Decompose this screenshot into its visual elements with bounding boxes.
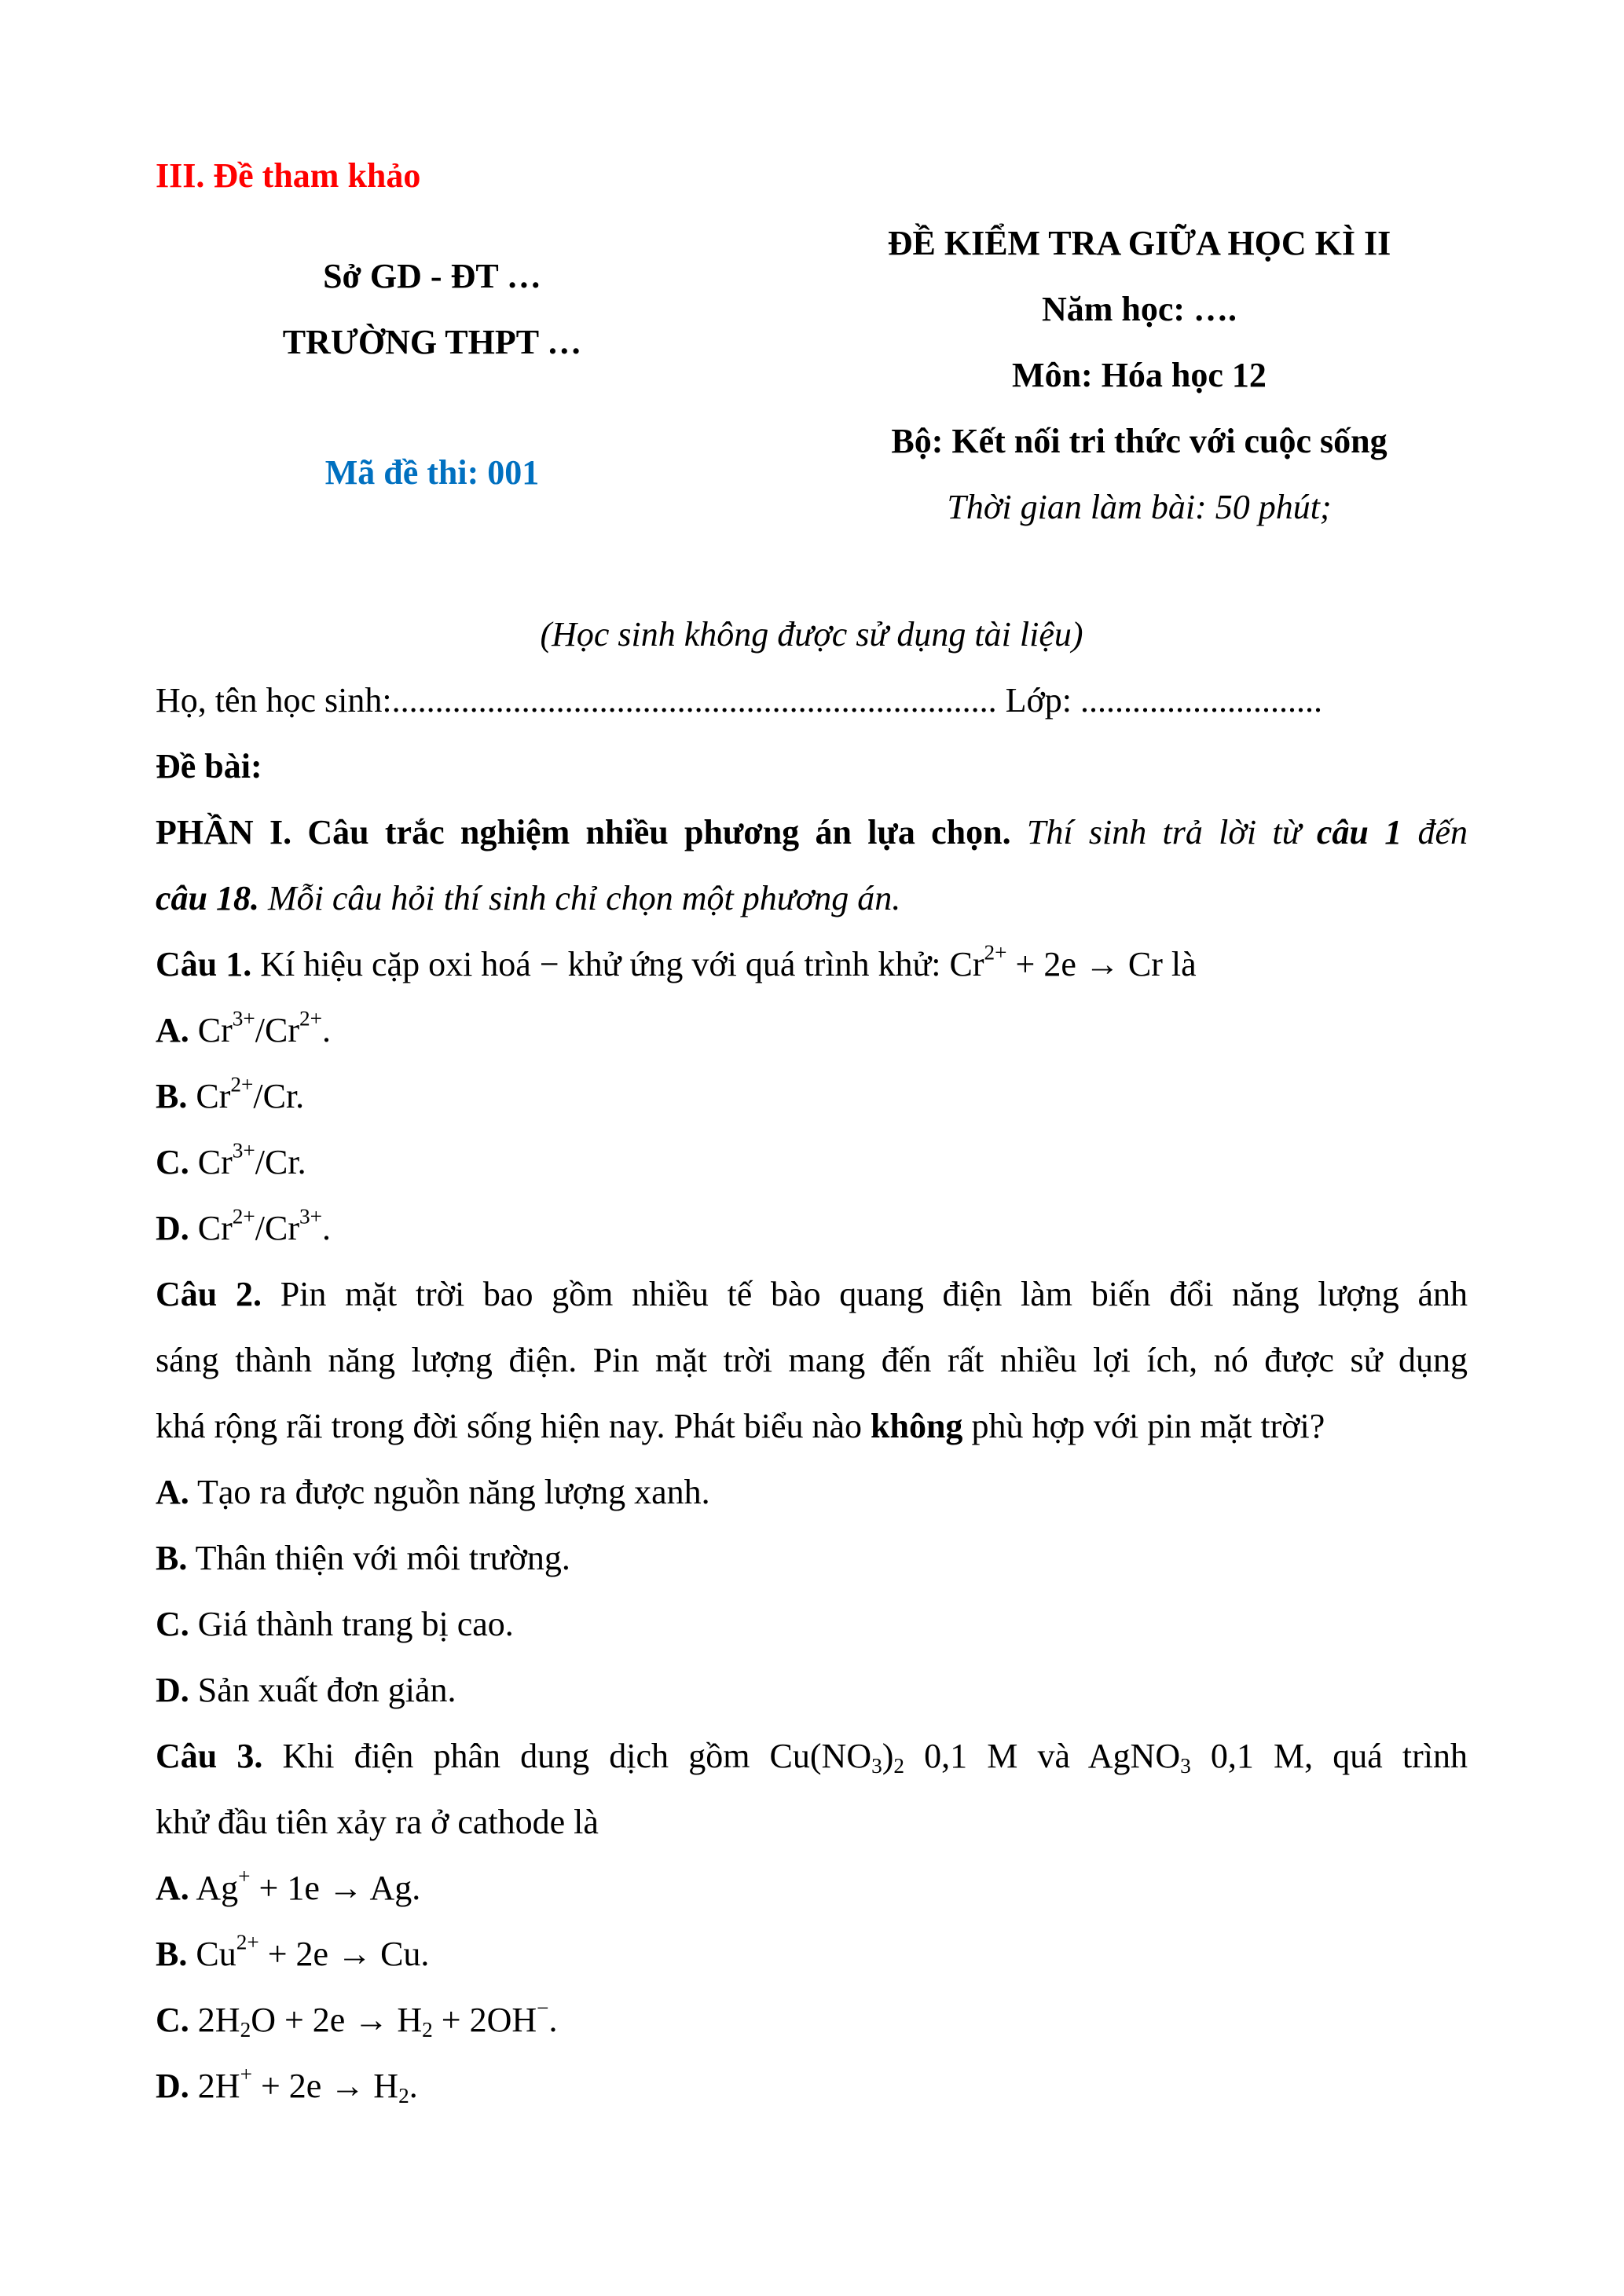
part1-title: PHẦN I. Câu trắc nghiệm nhiều phương án lựa chọn.: [156, 813, 1011, 851]
question-1-option-a[interactable]: A. $Cr^{3+}/Cr^{2+}$.: [156, 1006, 332, 1049]
question-1-option-b[interactable]: B. $Cr^{2+}/Cr$.: [156, 1072, 305, 1115]
question-1-option-d[interactable]: D. $Cr^{2+}/Cr^{3+}$.: [156, 1204, 332, 1247]
question-2-option-b[interactable]: B. Thân thiện với môi trường.: [156, 1539, 570, 1577]
exam-label: Đề bài:: [156, 747, 262, 785]
exam-code: Mã đề thi: 001: [324, 453, 540, 492]
question-label: Câu 3.: [156, 1737, 263, 1775]
question-label: Câu 2.: [156, 1275, 262, 1313]
student-name-field[interactable]: ......................................................................: [391, 681, 997, 720]
question-3-option-c[interactable]: C. $2H_2O + 2e \to H_2 + 2OH^-$.: [156, 1996, 558, 2041]
question-3-stem-line-2: khử đầu tiên xảy ra ở cathode là: [156, 1803, 599, 1841]
student-name-label: Họ, tên học sinh:: [156, 681, 392, 720]
question-2-option-d[interactable]: D. Sản xuất đơn giản.: [156, 1671, 456, 1709]
part1-instruction: câu 18. Mỗi câu hỏi thí sinh chỉ chọn một phương án.: [156, 879, 901, 917]
question-2-stem-line-1: Câu 2. Pin mặt trời bao gồm nhiều tế bào quang điện làm biến đổi năng lượng ánh: [156, 1275, 1468, 1313]
question-3-option-a[interactable]: A. Ag+ + 1e → Ag.: [156, 1864, 421, 1907]
no-materials-note: (Học sinh không được sử dụng tài liệu): [540, 615, 1083, 654]
question-2-stem-line-3: khá rộng rãi trong đời sống hiện nay. Phát biểu nào không phù hợp với pin mặt trời?: [156, 1407, 1325, 1445]
student-info-line: [156, 668, 1468, 734]
question-2-option-c[interactable]: C. Giá thành trang bị cao.: [156, 1605, 514, 1643]
part1-heading: PHẦN I. Câu trắc nghiệm nhiều phương án lựa chọn. Thí sinh trả lời từ câu 1 đến: [156, 813, 1468, 851]
question-1-option-c[interactable]: C. $Cr^{3+}/Cr$.: [156, 1138, 306, 1181]
question-3-option-d[interactable]: D. $2H^+ + 2e \to H_2$.: [156, 2062, 418, 2107]
question-1-stem: Câu 1. Kí hiệu cặp oxi hoá − khử ứng với quá trình khử: $Cr^{2+} + 2e \to Cr$ là: [156, 940, 1197, 983]
school-year: Năm học: ….: [1041, 290, 1237, 328]
question-2-stem-line-2: sáng thành năng lượng điện. Pin mặt trời mang đến rất nhiều lợi ích, nó được sử dụng: [156, 1341, 1468, 1379]
class-label: Lớp:: [1005, 681, 1072, 720]
exam-duration: Thời gian làm bài: 50 phút;: [947, 488, 1332, 526]
textbook-series: Bộ: Kết nối tri thức với cuộc sống: [891, 422, 1388, 460]
question-label: Câu 1.: [156, 945, 252, 983]
question-3-stem-line-1: Câu 3. Khi điện phân dung dịch gồm $Cu(NO_3)_2$ 0,1 M và AgNO$_3$ 0,1 M, quá trình: [156, 1737, 1468, 1778]
exam-title: ĐỀ KIỂM TRA GIỮA HỌC KÌ II: [887, 224, 1391, 262]
section-heading: III. Đề tham khảo: [156, 156, 421, 195]
class-field[interactable]: ............................: [1080, 681, 1323, 720]
subject: Môn: Hóa học 12: [1012, 356, 1267, 394]
question-2-option-a[interactable]: A. Tạo ra được nguồn năng lượng xanh.: [156, 1473, 710, 1511]
department-name: Sở GD - ĐT …: [323, 257, 541, 295]
school-name: TRƯỜNG THPT …: [282, 323, 582, 361]
question-3-option-b[interactable]: B. $Cu^{2+} + 2e \to Cu$.: [156, 1930, 430, 1973]
